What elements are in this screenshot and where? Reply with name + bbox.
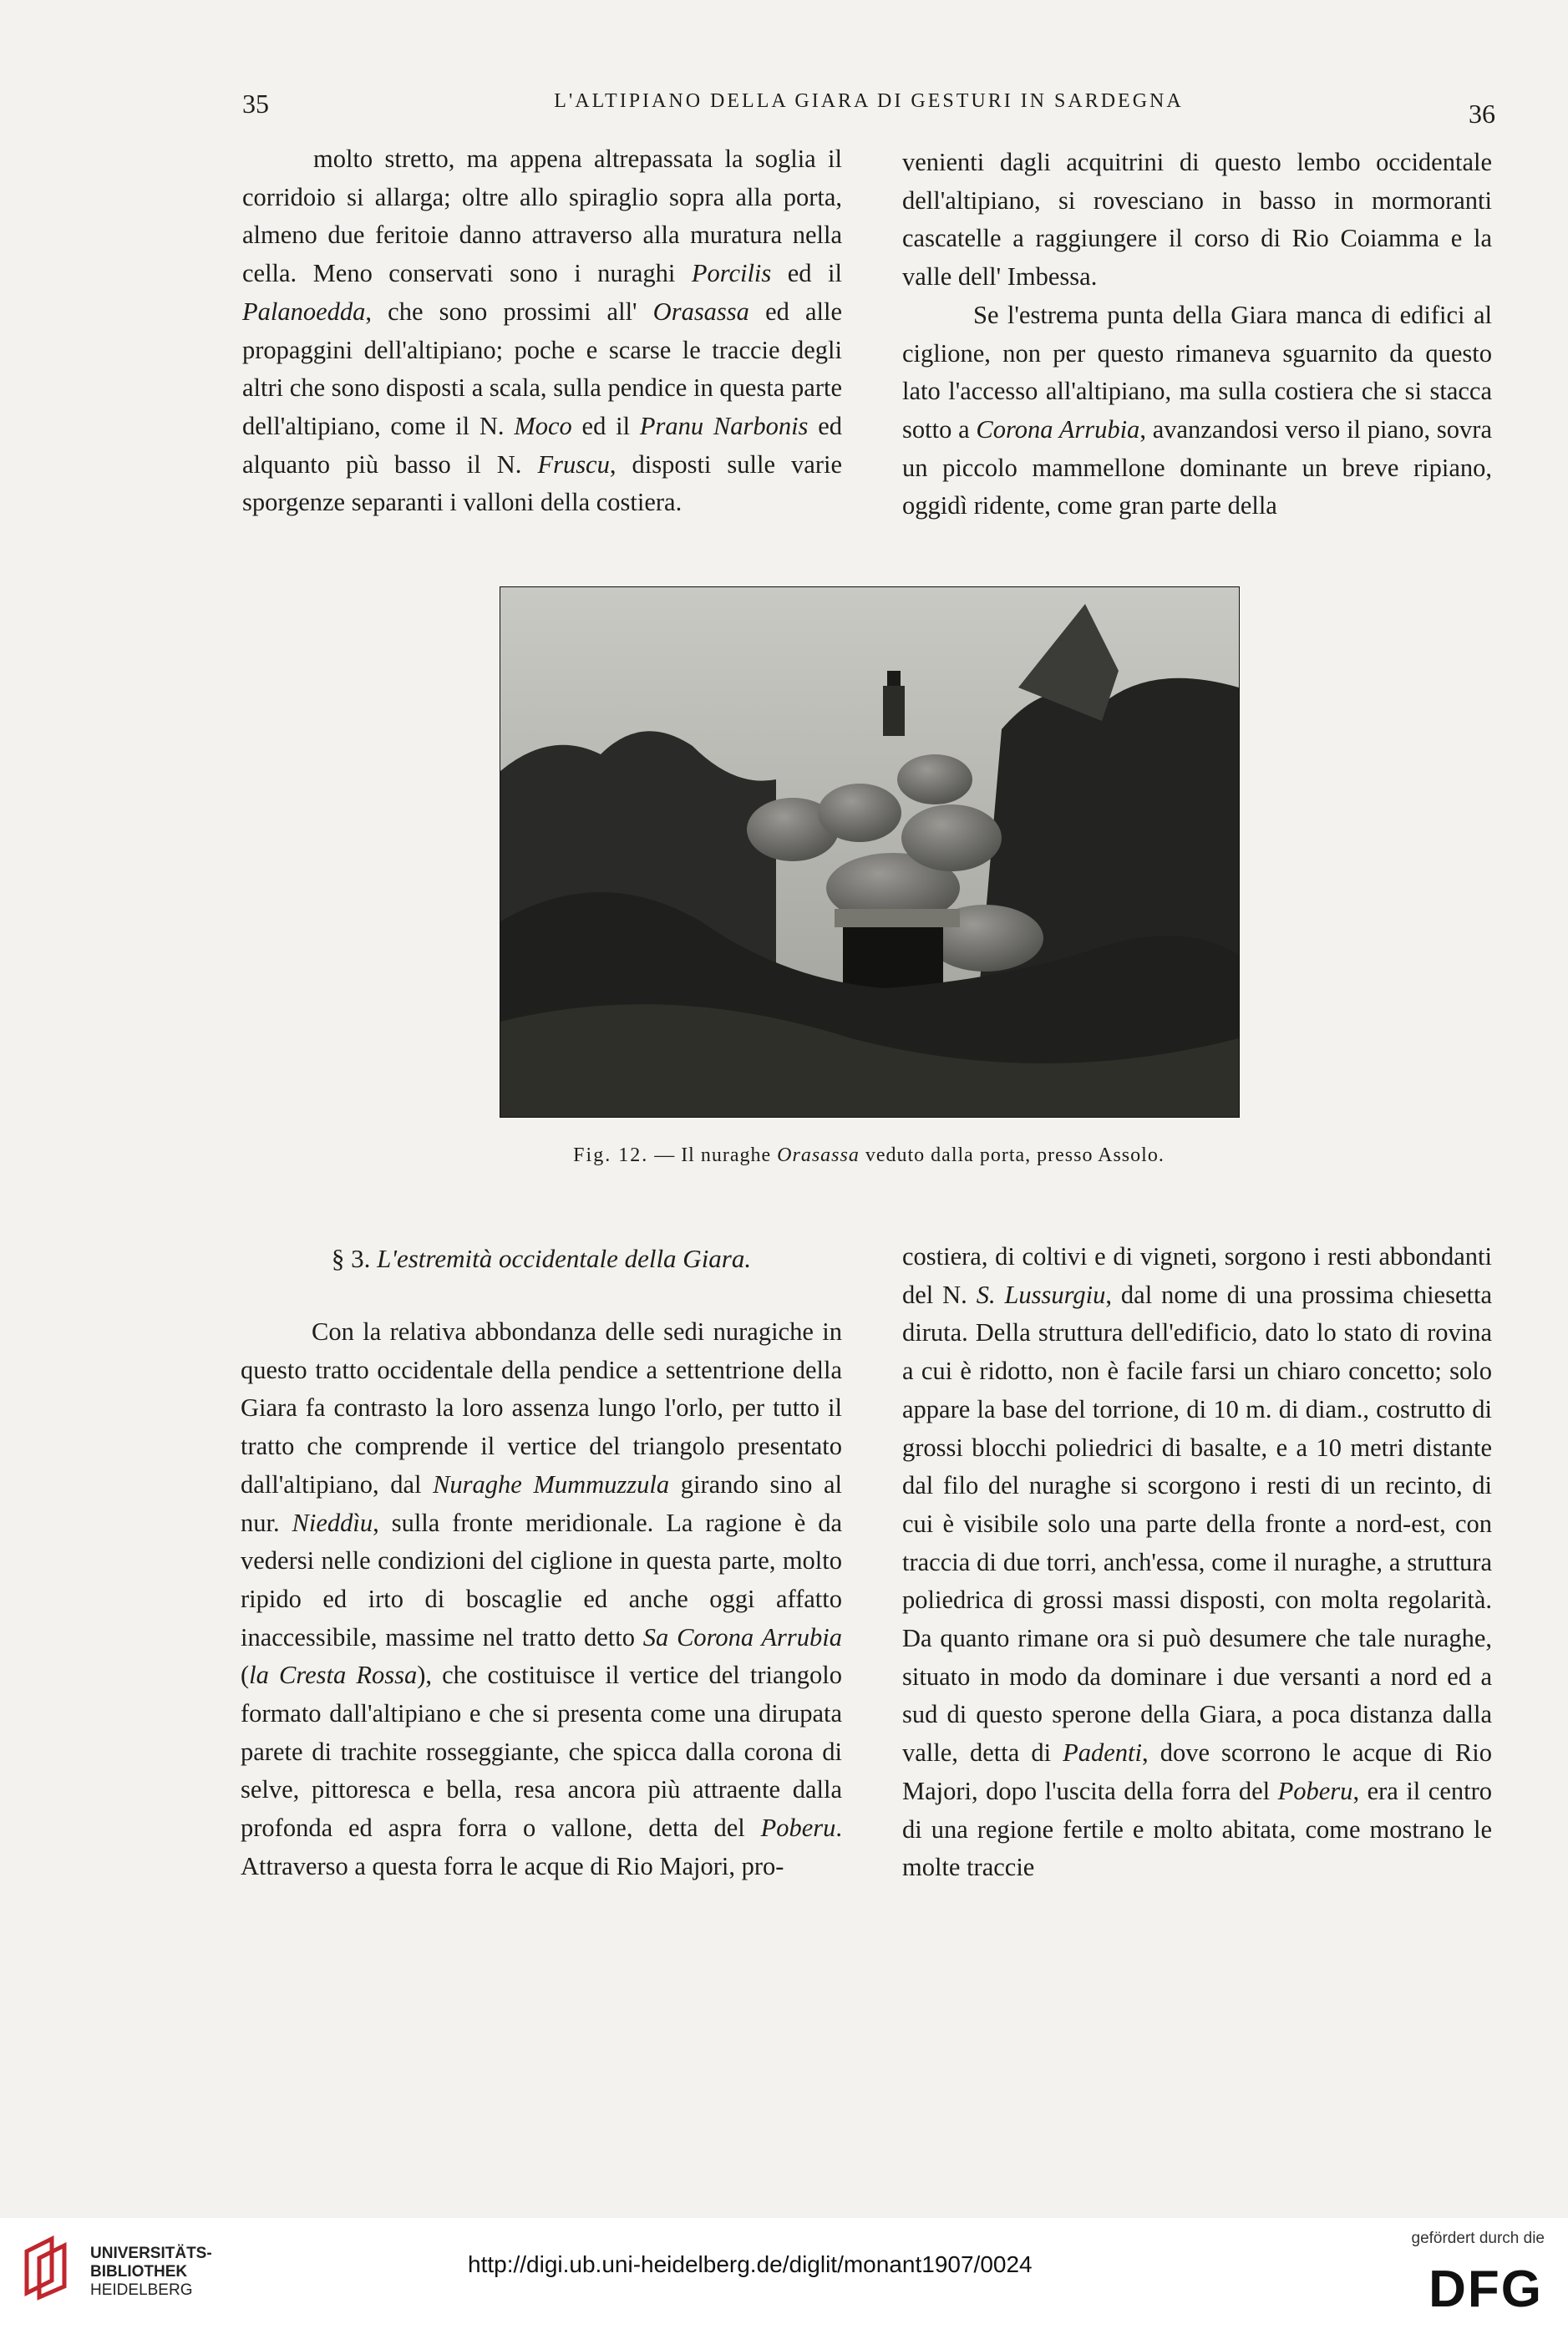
- italic-name: S. Lussurgiu: [976, 1280, 1106, 1309]
- permalink-url[interactable]: http://digi.ub.uni-heidelberg.de/diglit/monant1907/0024: [468, 2251, 1033, 2277]
- italic-name: Palanoedda: [242, 297, 366, 326]
- figure-photograph-nuraghe: [500, 586, 1240, 1118]
- text-column-bottom-left: [241, 1238, 842, 1886]
- paragraph: venienti dagli acquitrini di questo lembo occidentale dell'altipiano, si rovesciano in basso in mormoranti cascatelle a raggiungere il corso di Rio Coiamma e la valle dell' Imbessa.: [902, 148, 1492, 292]
- paragraph: costiera, di coltivi e di vigneti, sorgono i resti abbondanti del N. S. Lussurgiu, dal nome di una prossima chiesetta diruta. Della struttura dell'edificio, dato lo stato di rovina a cui è ridotto, non è facile farsi un chiaro concetto; solo appare la base del torrione, di 10 m. di diam., costrutto di grossi blocchi poliedrici di basalte, e a 10 metri distante dal filo del nuraghe si scorgono i resti di un recinto, di cui è visibile solo una parte della fronte a nord-est, con traccia di due torri, anch'essa, come il nuraghe, a struttura poliedrica di grossi massi disposti, con molta regolarità. Da quanto rimane ora si può desumere che tale nuraghe, situato in modo da dominare i due versanti a nord ed a sud di questo sperone della Giara, a poca distanza dalla valle, detta di Padenti, dove scorrono le acque di Rio Majori, dopo l'uscita della forra del Poberu, era il centro di una regione fertile e molto abitata, come mostrano le molte traccie: [902, 1242, 1492, 1882]
- paragraph: molto stretto, ma appena altrepassata la soglia il corridoio si allarga; oltre allo spiraglio sopra alla porta, almeno due feritoie danno attraverso alla muratura nella cella. Meno conservati sono i nuraghi Porcilis ed il Palanoedda, che sono prossimi all' Orasassa ed alle propaggini dell'altipiano; poche e scarse le traccie degli altri che sono disposti a scala, sulla pendice in questa parte dell'altipiano, come il N. Moco ed il Pranu Narbonis ed alquanto più basso il N. Fruscu, disposti sulle varie sporgenze separanti i valloni della costiera.: [242, 145, 843, 517]
- section-heading: [241, 1238, 842, 1280]
- italic-name: Padenti: [1063, 1738, 1142, 1768]
- italic-name: Corona Arrubia: [976, 414, 1140, 444]
- institution-line-3: HEIDELBERG: [90, 2281, 193, 2299]
- figure-caption-site-name: Orasassa: [777, 1144, 860, 1166]
- figure-caption-text-pre: — Il nuraghe: [648, 1144, 778, 1166]
- italic-name: Pranu Narbonis: [639, 411, 809, 440]
- italic-name: la Cresta Rossa: [249, 1661, 418, 1690]
- italic-name: Sa Corona Arrubia: [642, 1622, 842, 1652]
- text-column-top-left: [242, 140, 842, 522]
- section-title: L'estremità occidentale della Giara.: [377, 1244, 752, 1273]
- text-column-bottom-right: [902, 1238, 1492, 1887]
- dfg-logo: DFG: [1428, 2260, 1543, 2318]
- figure-caption-text-post: veduto dalla porta, presso Assolo.: [859, 1144, 1165, 1166]
- text-column-bottom-left-body: [241, 1313, 842, 1886]
- italic-name: Poberu: [760, 1814, 836, 1843]
- page-number-right: 36: [1469, 99, 1495, 129]
- library-logo-icon: [18, 2235, 77, 2301]
- italic-name: Poberu: [1277, 1776, 1353, 1805]
- figure-number: Fig. 12.: [573, 1144, 649, 1166]
- funded-by-label: gefördert durch die: [1411, 2230, 1545, 2247]
- institution-name: [90, 2245, 212, 2300]
- paragraph: Con la relativa abbondanza delle sedi nuragiche in questo tratto occidentale della pendice a settentrione della Giara fa contrasto la loro assenza lungo l'orlo, per tutto il tratto che comprende il vertice del triangolo presentato dall'altipiano, dal Nuraghe Mummuzzula girando sino al nur. Nieddìu, sulla fronte meridionale. La ragione è da vedersi nelle condizioni del ciglione in questa parte, molto ripido ed irto di boscaglie ed anche oggi affatto inaccessibile, massime nel tratto detto Sa Corona Arrubia (la Cresta Rossa), che costituisce il vertice del triangolo formato dall'altipiano e che si presenta come una dirupata parete di trachite rosseggiante, che spicca dalla corona di selve, pittoresca e bella, resa ancora più attraente dalla profonda ed aspra forra o vallone, detta del Poberu. Attraverso a questa forra le acque di Rio Majori, pro-: [241, 1317, 842, 1880]
- italic-name: Fruscu: [537, 449, 610, 479]
- italic-name: Nieddìu: [292, 1508, 373, 1537]
- institution-line-1: UNIVERSITÄTS-: [90, 2245, 212, 2262]
- figure-caption: [468, 1144, 1270, 1167]
- italic-name: Nuraghe Mummuzzula: [433, 1469, 670, 1499]
- running-title: L'ALTIPIANO DELLA GIARA DI GESTURI IN SARDEGNA: [554, 90, 1184, 112]
- italic-name: Moco: [514, 411, 572, 440]
- page-number-left: 35: [242, 89, 269, 119]
- institution-line-2: BIBLIOTHEK: [90, 2263, 188, 2281]
- digitization-footer: [0, 2218, 1568, 2329]
- section-mark: § 3.: [331, 1244, 371, 1273]
- text-column-top-right: [902, 144, 1492, 525]
- italic-name: Orasassa: [652, 297, 749, 326]
- paragraph: Se l'estrema punta della Giara manca di edifici al ciglione, non per questo rimaneva sguarnito da questo lato l'accesso all'altipiano, ma sulla costiera che si stacca sotto a Corona Arrubia, avanzandosi verso il piano, sovra un piccolo mammellone dominante un breve ripiano, oggidì ridente, come gran parte della: [902, 300, 1492, 520]
- italic-name: Porcilis: [691, 259, 772, 288]
- running-header: [242, 84, 1495, 134]
